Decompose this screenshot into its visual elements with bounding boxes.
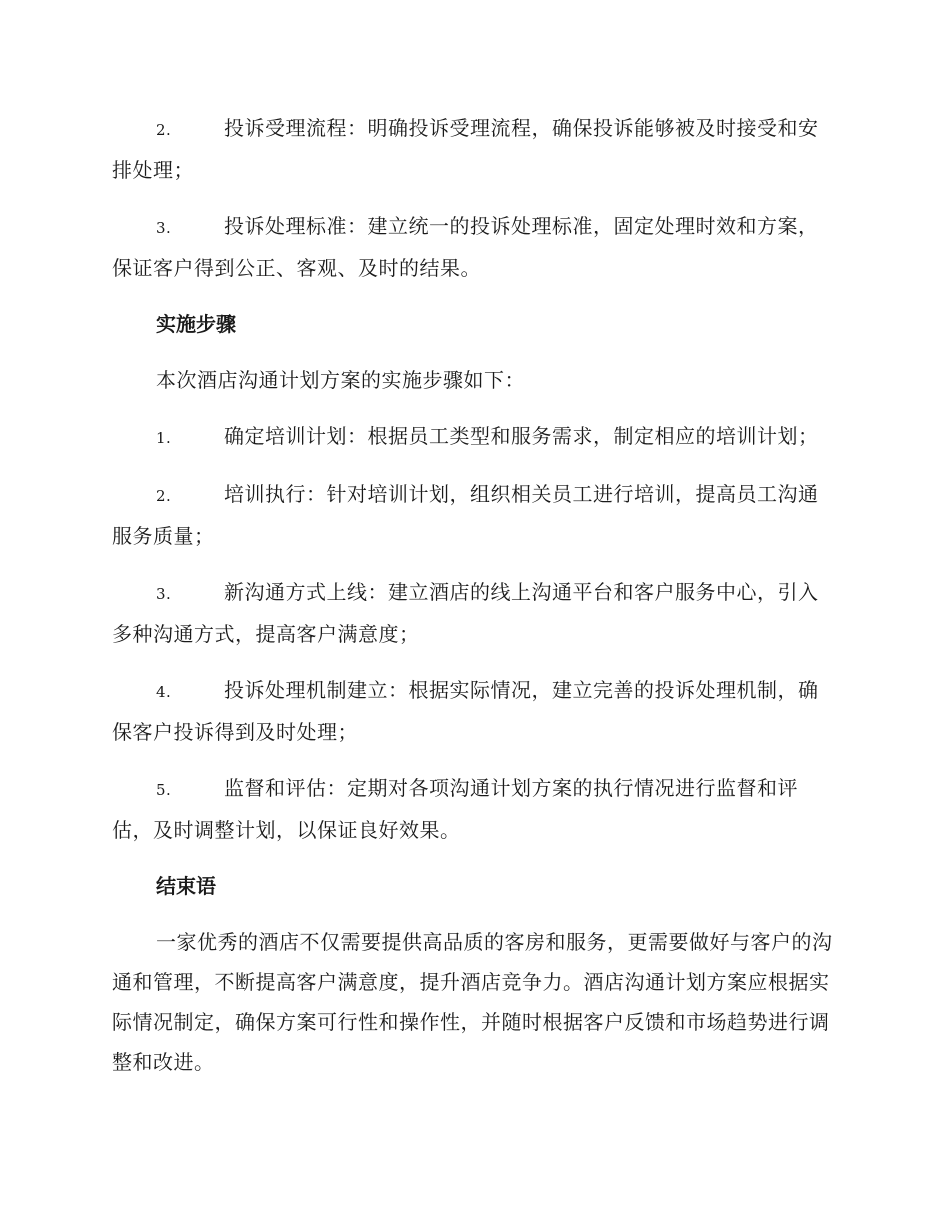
list-number: 1. xyxy=(156,429,172,447)
list-text: 培训执行：针对培训计划，组织相关员工进行培训，提高员工沟通服务质量； xyxy=(112,482,819,548)
list-item xyxy=(112,474,836,556)
list-item xyxy=(112,572,836,654)
list-number: 5. xyxy=(156,781,172,799)
list-text: 投诉受理流程：明确投诉受理流程，确保投诉能够被及时接受和安排处理； xyxy=(112,116,819,182)
list-item xyxy=(112,670,836,752)
section-heading-conclusion: 结束语 xyxy=(156,874,216,898)
list-number: 2. xyxy=(156,121,172,139)
conclusion-body: 一家优秀的酒店不仅需要提供高品质的客房和服务，更需要做好与客户的沟通和管理，不断提高客户满意度，提升酒店竞争力。酒店沟通计划方案应根据实际情况制定，确保方案可行性和操作性，并随时根据客户反馈和市场趋势进行调整和改进。 xyxy=(112,930,833,1074)
list-text: 新沟通方式上线：建立酒店的线上沟通平台和客户服务中心，引入多种沟通方式，提高客户满意度； xyxy=(112,580,819,646)
document-page xyxy=(112,108,836,1098)
list-number: 3. xyxy=(156,219,172,237)
list-number: 4. xyxy=(156,683,172,701)
list-item xyxy=(112,108,836,190)
list-text: 投诉处理机制建立：根据实际情况，建立完善的投诉处理机制，确保客户投诉得到及时处理； xyxy=(112,678,819,744)
list-text: 投诉处理标准：建立统一的投诉处理标准，固定处理时效和方案，保证客户得到公正、客观、及时的结果。 xyxy=(112,214,819,280)
list-number: 3. xyxy=(156,585,172,603)
list-item xyxy=(112,206,836,288)
section-heading-steps: 实施步骤 xyxy=(156,312,236,336)
list-text: 确定培训计划：根据员工类型和服务需求，制定相应的培训计划； xyxy=(224,424,819,448)
list-number: 2. xyxy=(156,487,172,505)
steps-intro: 本次酒店沟通计划方案的实施步骤如下： xyxy=(156,368,525,392)
list-text: 监督和评估：定期对各项沟通计划方案的执行情况进行监督和评估，及时调整计划，以保证良好效果。 xyxy=(112,776,798,842)
list-item xyxy=(112,768,836,850)
list-item xyxy=(112,416,836,458)
